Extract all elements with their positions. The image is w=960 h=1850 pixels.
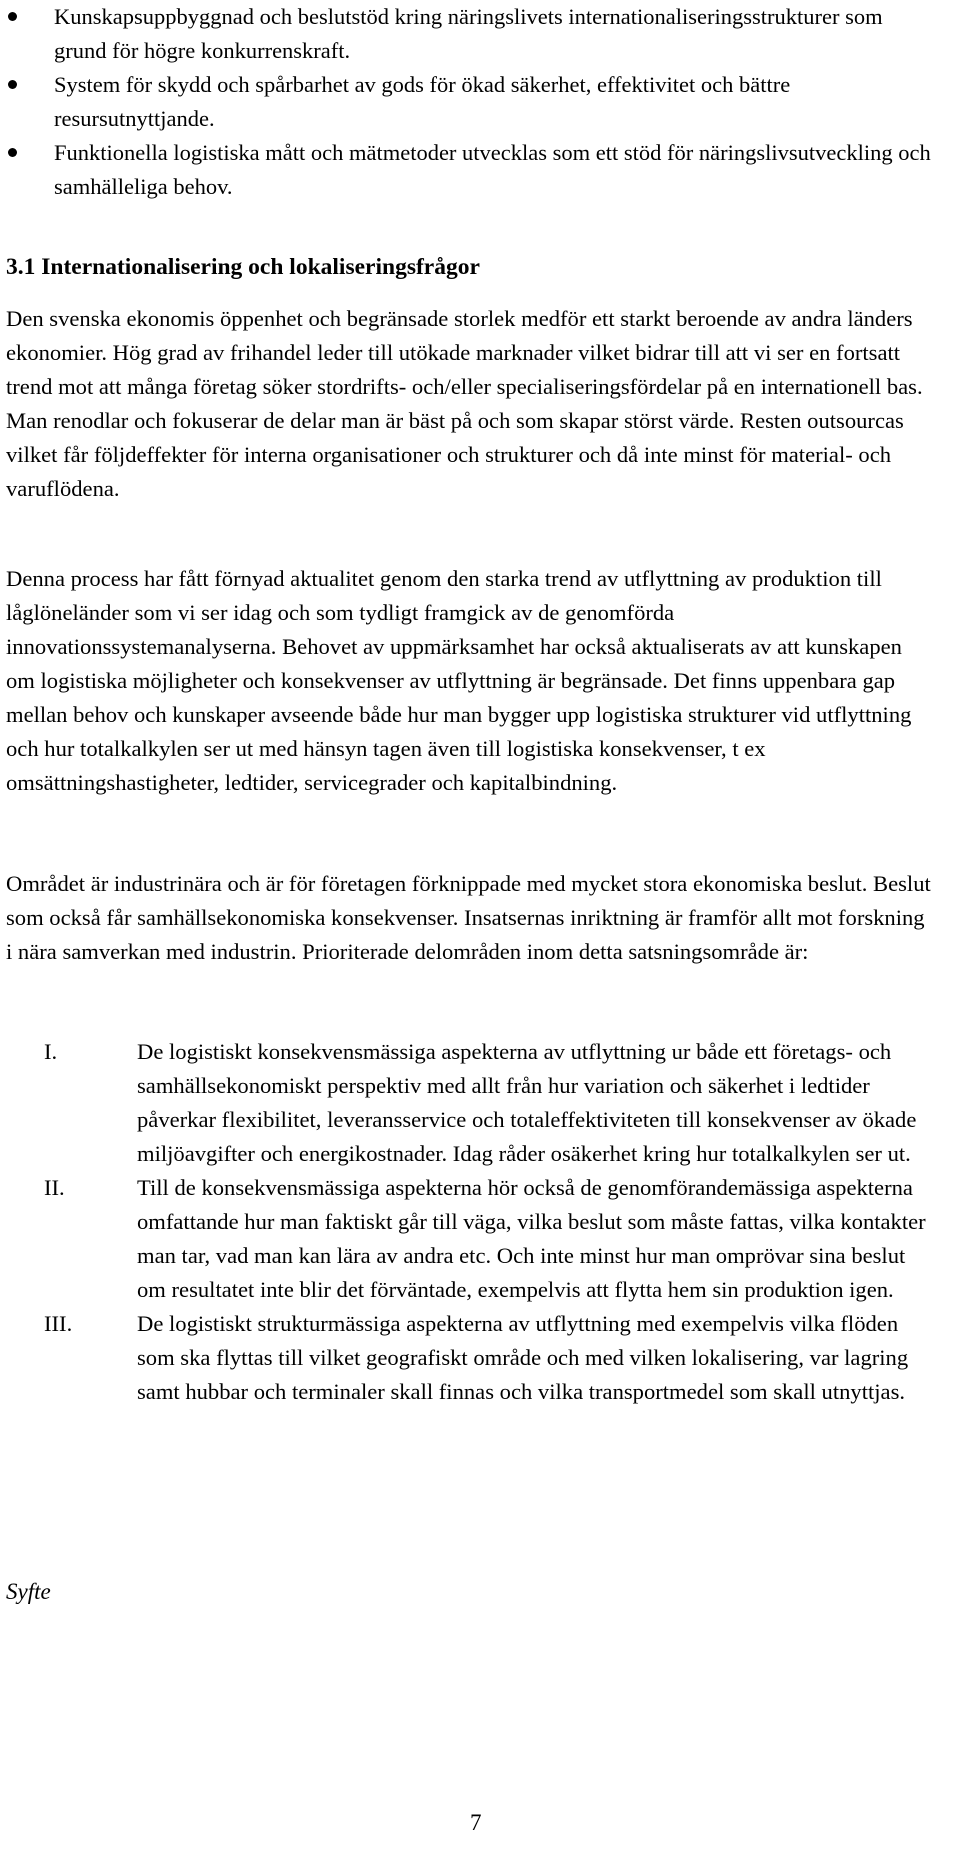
numbered-list bbox=[6, 1035, 936, 1409]
paragraph: Området är industrinära och är för företagen förknippade med mycket stora ekonomiska beslut. Beslut som också får samhällsekonomiska konsekvenser. Insatsernas inriktning är framför allt mot forskning i nära samverkan med industrin. Prioriterade delområden inom detta satsningsområde är: bbox=[6, 871, 931, 964]
item-text: Till de konsekvensmässiga aspekterna hör också de genomförandemässiga aspekterna omfattande hur man faktiskt går till väga, vilka beslut som måste fattas, vilka kontakter man tar, vad man kan lära av andra etc. Och inte minst hur man omprövar sina beslut om resultatet inte blir det förväntade, exempelvis att flytta hem sin produktion igen. bbox=[137, 1175, 926, 1302]
paragraph: Den svenska ekonomis öppenhet och begränsade storlek medför ett starkt beroende av andra länders ekonomier. Hög grad av frihandel leder till utökade marknader vilket bidrar till att vi ser en fortsatt trend mot att många företag söker stordrifts- och/eller specialiseringsfördelar på en internationell bas. Man renodlar och fokuserar de delar man är bäst på och som skapar störst värde. Resten outsourcas vilket får följdeffekter för interna organisationer och strukturer och då inte minst för material- och varuflödena. bbox=[6, 306, 923, 501]
item-number: III. bbox=[44, 1311, 73, 1336]
paragraph: Denna process har fått förnyad aktualitet genom den starka trend av utflyttning av produktion till låglöneländer som vi ser idag och som tydligt framgick av de genomförda innovationssystemanalyserna. Behovet av uppmärksamhet har också aktualiserats av att kunskapen om logistiska möjligheter och konsekvenser av utflyttning är begränsade. Det finns uppenbara gap mellan behov och kunskaper avseende både hur man bygger upp logistiska strukturer vid utflyttning och hur totalkalkylen ser ut med hänsyn tagen även till logistiska konsekvenser, t ex omsättningshastigheter, ledtider, servicegrader och kapitalbindning. bbox=[6, 566, 912, 795]
bullet-icon bbox=[8, 80, 17, 89]
bullet-item bbox=[54, 68, 934, 136]
page-number: 7 bbox=[470, 1810, 482, 1835]
item-text: De logistiskt konsekvensmässiga aspekterna av utflyttning ur både ett företags- och samhällsekonomiskt perspektiv med allt från hur variation och säkerhet i ledtider påverkar flexibilitet, leveransservice och totaleffektiviteten till konsekvenser av ökade miljöavgifter och energikostnader. Idag råder osäkerhet kring hur totalkalkylen ser ut. bbox=[137, 1039, 917, 1166]
bullet-item bbox=[54, 136, 934, 204]
bullet-list bbox=[54, 0, 934, 204]
item-text: De logistiskt strukturmässiga aspekterna av utflyttning med exempelvis vilka flöden som ska flyttas till vilket geografiskt område och med vilken lokalisering, var lagring samt hubbar och terminaler skall finnas och vilka transportmedel som skall utnyttjas. bbox=[137, 1311, 909, 1404]
bullet-text: System för skydd och spårbarhet av gods för ökad säkerhet, effektivitet och bättre resursutnyttjande. bbox=[54, 72, 791, 131]
numbered-item bbox=[6, 1171, 936, 1307]
bullet-text: Kunskapsuppbyggnad och beslutstöd kring näringslivets internationaliseringsstrukturer som grund för högre konkurrenskraft. bbox=[54, 4, 883, 63]
item-number: II. bbox=[44, 1175, 65, 1200]
bullet-icon bbox=[8, 12, 17, 21]
bullet-icon bbox=[8, 148, 17, 157]
section-heading: 3.1 Internationalisering och lokaliseringsfrågor bbox=[6, 254, 480, 280]
numbered-item bbox=[6, 1035, 936, 1171]
bullet-text: Funktionella logistiska mått och mätmetoder utvecklas som ett stöd för näringslivsutveckling och samhälleliga behov. bbox=[54, 140, 931, 199]
item-number: I. bbox=[44, 1039, 58, 1064]
subheading: Syfte bbox=[6, 1579, 51, 1604]
numbered-item bbox=[6, 1307, 936, 1409]
bullet-item bbox=[54, 0, 934, 68]
